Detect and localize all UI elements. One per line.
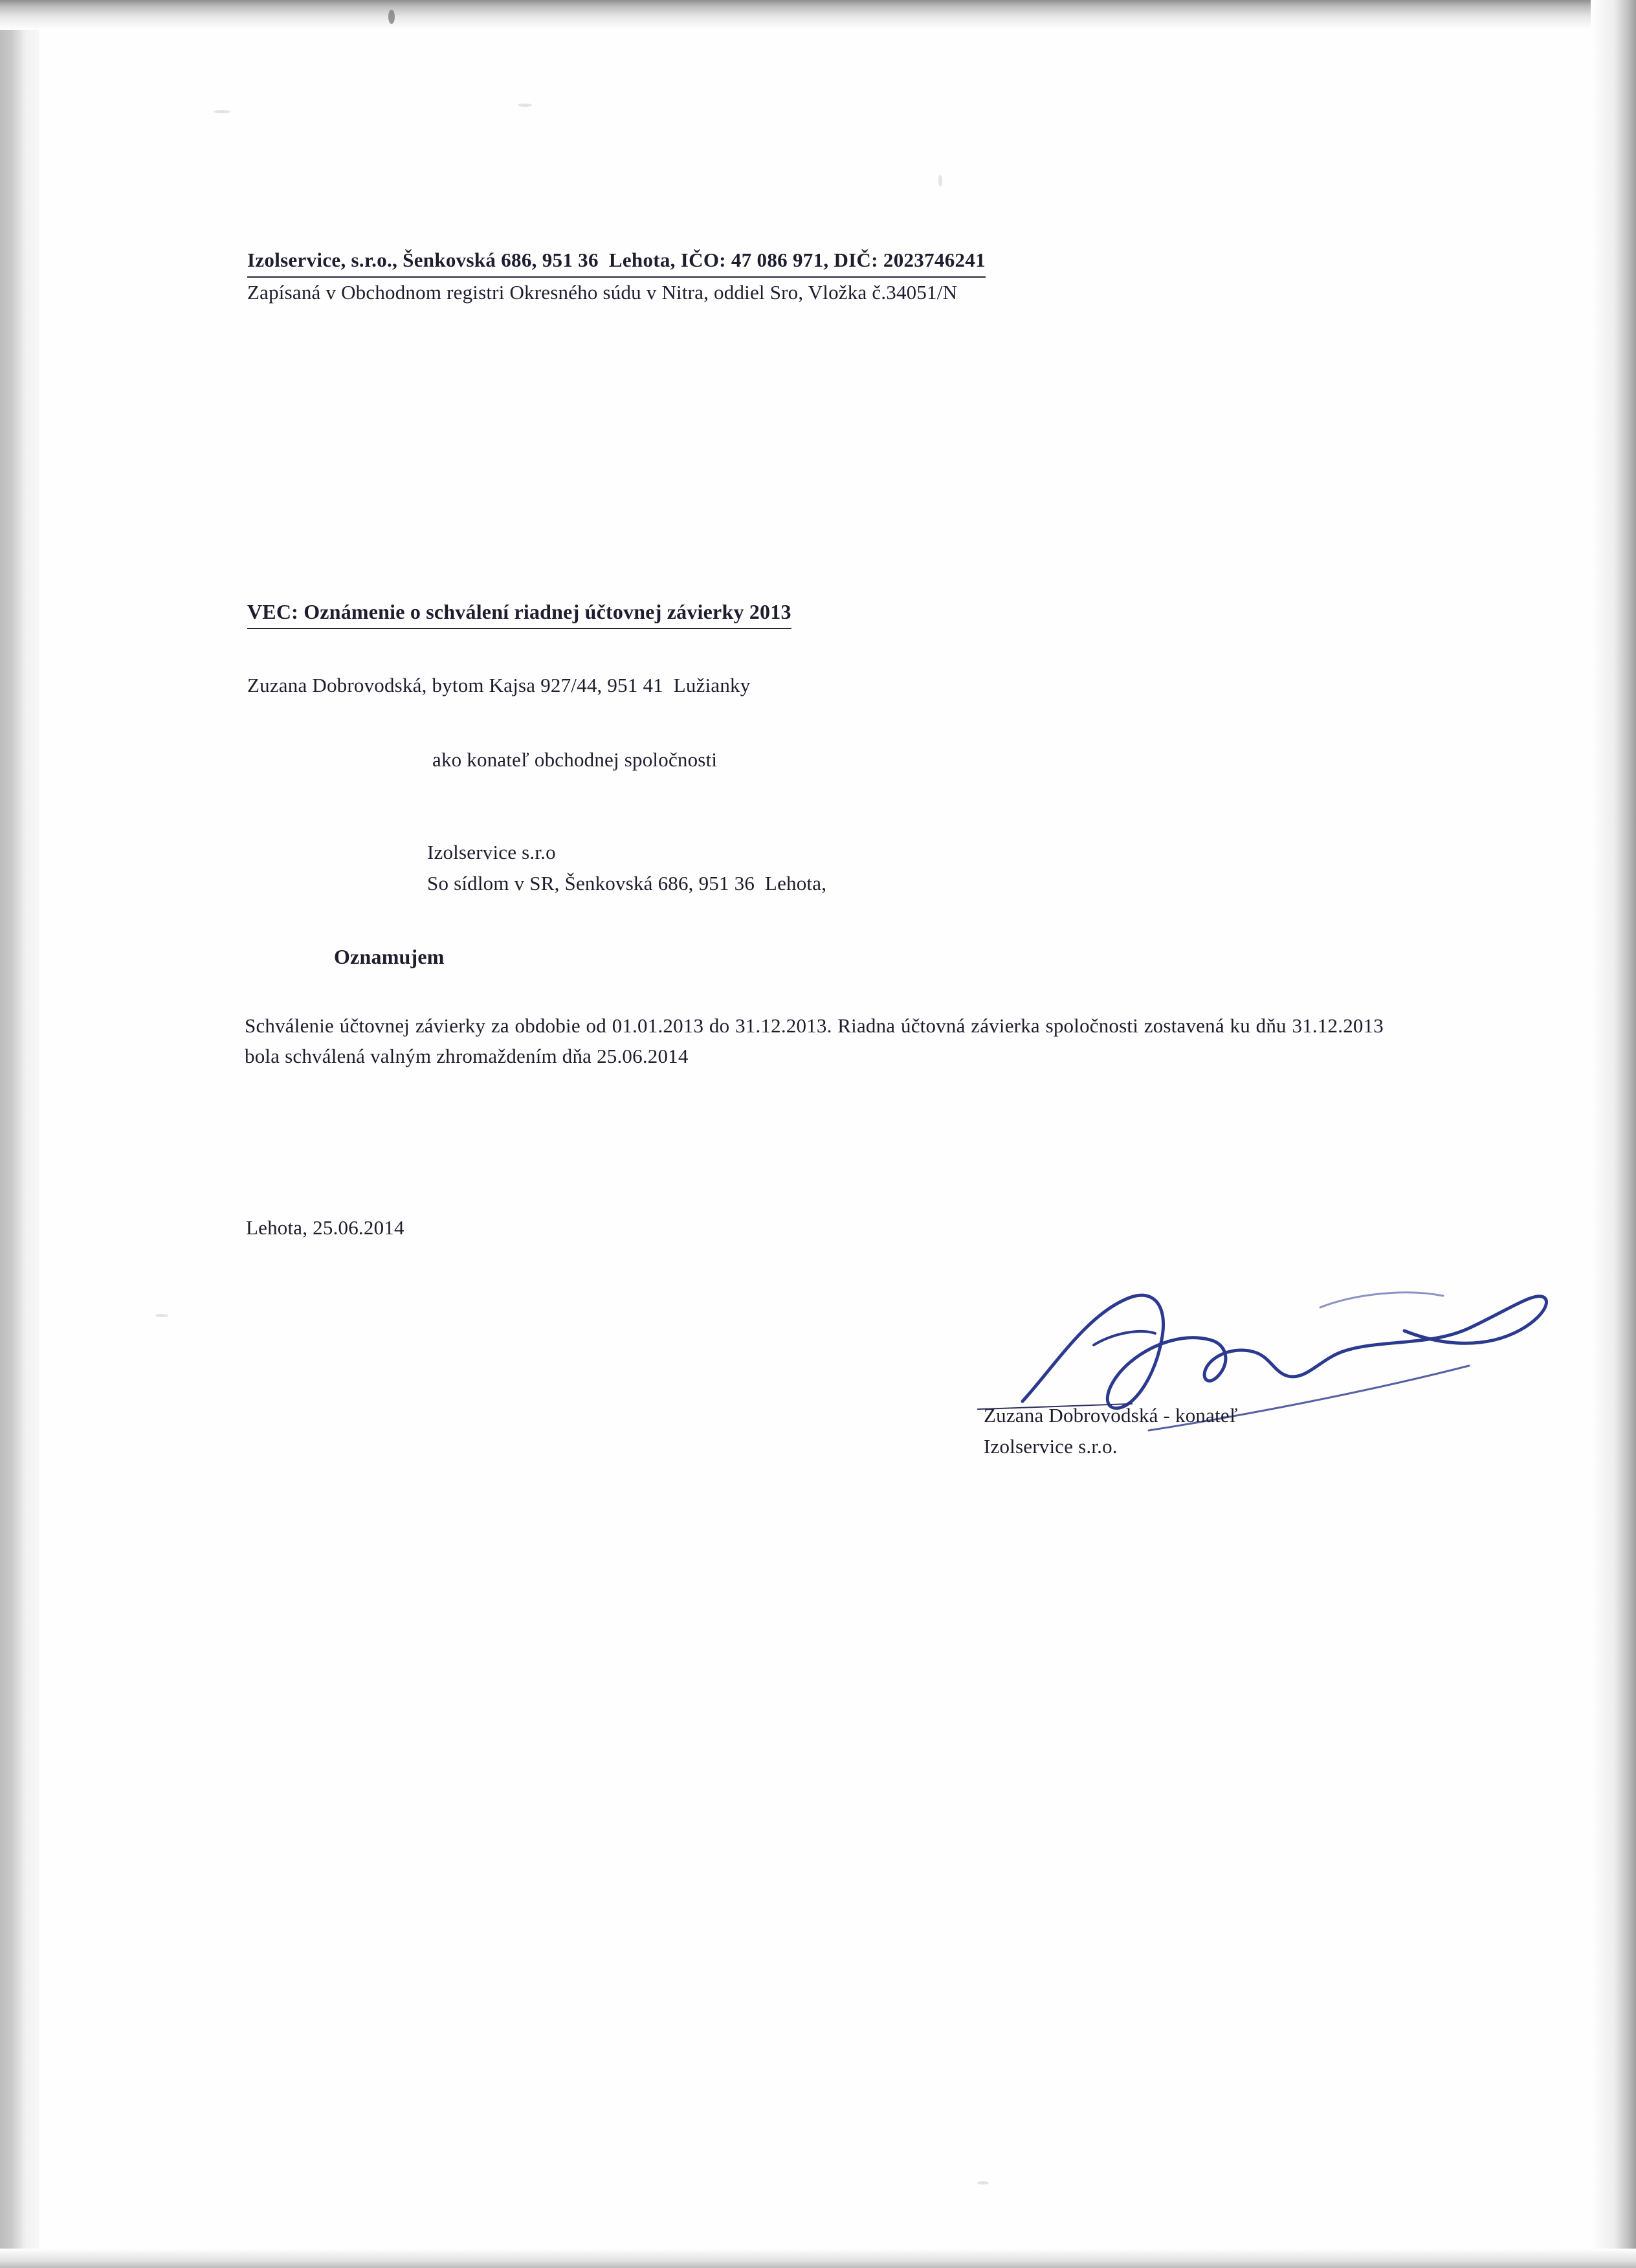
company-registered-seat: So sídlom v SR, Šenkovská 686, 951 36 Lehota,	[427, 872, 827, 895]
place-and-date: Lehota, 25.06.2014	[246, 1216, 404, 1239]
letterhead-registry-line: Zapísaná v Obchodnom registri Okresného súdu v Nitra, oddiel Sro, Vložka č.34051/N	[247, 281, 958, 304]
declarant-name-address: Zuzana Dobrovodská, bytom Kajsa 927/44, 951 41 Lužianky	[247, 674, 751, 696]
signature-name: Zuzana Dobrovodská - konateľ	[984, 1404, 1238, 1427]
company-name: Izolservice s.r.o	[427, 841, 556, 863]
letterhead-company-line: Izolservice, s.r.o., Šenkovská 686, 951 36 Lehota, IČO: 47 086 971, DIČ: 2023746241	[247, 246, 986, 278]
signature-company: Izolservice s.r.o.	[984, 1435, 1118, 1458]
document-subject: VEC: Oznámenie o schválení riadnej účtovnej závierky 2013	[247, 597, 791, 629]
declarant-role: ako konateľ obchodnej spoločnosti	[432, 748, 718, 771]
declaration-verb: Oznamujem	[334, 945, 445, 968]
declaration-body: Schválenie účtovnej závierky za obdobie od 01.01.2013 do 31.12.2013. Riadna účtovná závierka spoločnosti zostavená ku dňu 31.12.2013 bola schválená valným zhromaždením dňa 25.06.2014	[245, 1014, 1389, 1067]
